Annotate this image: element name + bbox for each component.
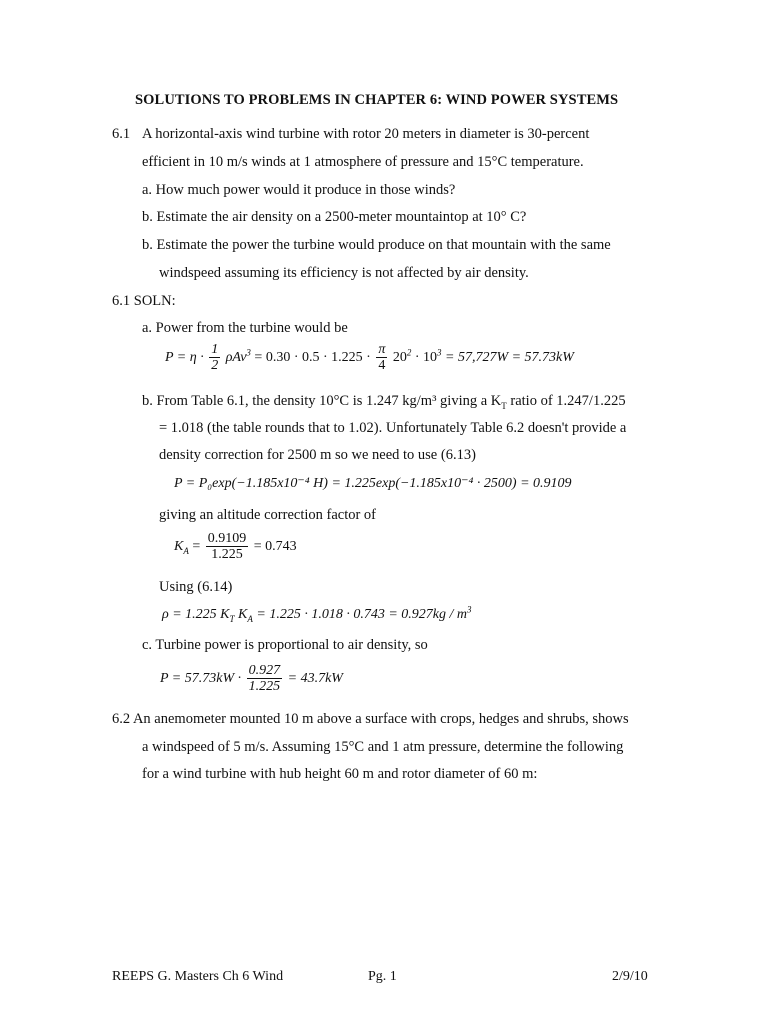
fraction	[206, 531, 249, 562]
text: b. From Table 6.1, the density 10°C is 1.247 kg/m³ giving a K	[142, 393, 502, 409]
eq-term: = 0.30 · 0.5 · 1.225 ·	[254, 350, 371, 365]
problem-number: 6.1	[112, 126, 131, 142]
fraction-num: 0.927	[248, 663, 281, 679]
eq-result: = 0.743	[253, 539, 297, 554]
solution-c-line: c. Turbine power is proportional to air density, so	[142, 637, 428, 653]
fraction-den: 4	[378, 358, 386, 374]
footer-left: REEPS G. Masters Ch 6 Wind	[112, 969, 284, 984]
problem-part-b2: b. Estimate the power the turbine would produce on that mountain with the same	[142, 237, 611, 253]
fraction	[376, 342, 387, 373]
subscript: A	[247, 613, 253, 624]
solution-b-line: = 1.018 (the table rounds that to 1.02). Unfortunately Table 6.2 doesn't provide a	[159, 420, 627, 436]
fraction-num: 1	[211, 342, 219, 358]
footer-page-number: Pg. 1	[368, 969, 397, 984]
problem-line: efficient in 10 m/s winds at 1 atmosphere of pressure and 15°C temperature.	[142, 154, 584, 170]
eq-result: = 43.7kW	[287, 671, 343, 686]
problem-62-line: for a wind turbine with hub height 60 m and rotor diameter of 60 m:	[142, 766, 538, 782]
problem-part-b2-cont: windspeed assuming its efficiency is not affected by air density.	[159, 265, 529, 281]
subscript: T	[501, 400, 507, 411]
problem-part-a: a. How much power would it produce in those winds?	[142, 182, 456, 198]
using-line: Using (6.14)	[159, 579, 233, 595]
eq-term: K	[174, 539, 184, 554]
equation-final-power	[160, 662, 343, 696]
eq-term: P = η ·	[165, 350, 204, 365]
problem-part-b: b. Estimate the air density on a 2500-meter mountaintop at 10° C?	[142, 209, 527, 225]
subscript: T	[229, 613, 235, 624]
equation-ka: $K_A$ = $\frac{0.9109}{1.225}$ = 0.743	[174, 531, 297, 563]
fraction-den: 1.225	[211, 547, 243, 563]
problem-62-line: 6.2 An anemometer mounted 10 m above a surface with crops, hedges and shrubs, shows	[112, 711, 629, 727]
text: ratio of 1.247/1.225	[506, 393, 626, 409]
eq-term: P = 57.73kW ·	[160, 671, 242, 686]
solution-b-line: giving an altitude correction factor of	[159, 507, 377, 523]
eq-term: K	[234, 607, 248, 622]
footer-date: 2/9/10	[612, 969, 648, 984]
eq-term: ρ = 1.225 K	[162, 607, 230, 622]
solution-b-line: density correction for 2500 m so we need to use (6.13)	[159, 447, 476, 463]
superscript: 3	[246, 347, 251, 358]
solution-b-line	[142, 392, 626, 410]
fraction	[209, 342, 220, 373]
subscript: A	[183, 545, 189, 556]
eq-term: ρAv	[225, 350, 247, 365]
fraction-den: 1.225	[248, 679, 281, 695]
superscript: 3	[466, 604, 472, 615]
fraction-num: π	[378, 342, 386, 358]
page-title: SOLUTIONS TO PROBLEMS IN CHAPTER 6: WIND POWER SYSTEMS	[135, 92, 619, 108]
eq-term: · 10	[414, 350, 437, 365]
problem-line: A horizontal-axis wind turbine with rotor 20 meters in diameter is 30-percent	[142, 126, 590, 142]
fraction-den: 2	[211, 358, 219, 374]
eq-term: = 1.225 · 1.018 · 0.743 = 0.927kg / m	[252, 607, 467, 622]
fraction-num: 0.9109	[207, 531, 247, 547]
fraction	[247, 663, 283, 694]
equation-pressure: P = P₀exp(−1.185x10⁻⁴ H) = 1.225exp(−1.185x10⁻⁴ · 2500) = 0.9109	[174, 476, 572, 491]
eq-result: = 57,727W = 57.73kW	[445, 350, 574, 365]
solution-heading: 6.1 SOLN:	[112, 293, 176, 309]
equation-power	[165, 341, 574, 375]
equation-density	[162, 606, 471, 624]
superscript: 2	[406, 347, 412, 358]
eq-term: 20	[392, 350, 407, 365]
superscript: 3	[437, 347, 442, 358]
problem-62-line: a windspeed of 5 m/s. Assuming 15°C and 1 atm pressure, determine the following	[142, 739, 624, 755]
solution-a-intro: a. Power from the turbine would be	[142, 320, 348, 336]
